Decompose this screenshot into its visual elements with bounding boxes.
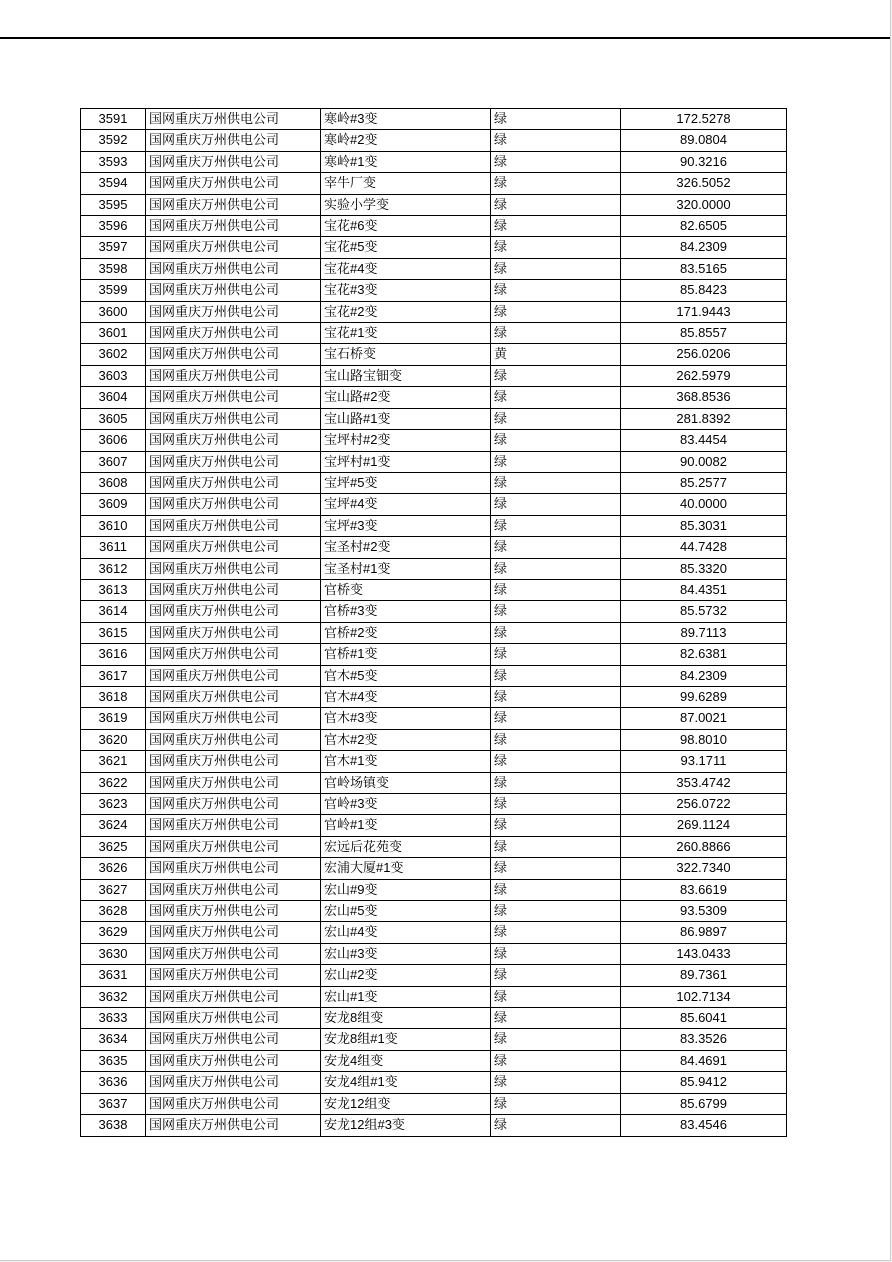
status-cell[interactable]: 绿 bbox=[491, 1008, 621, 1029]
company-cell[interactable]: 国网重庆万州供电公司 bbox=[146, 280, 321, 301]
table-row bbox=[81, 130, 787, 151]
row-id-cell[interactable]: 3629 bbox=[81, 922, 146, 943]
table-row bbox=[81, 173, 787, 194]
row-id-cell[interactable]: 3598 bbox=[81, 258, 146, 279]
company-cell[interactable]: 国网重庆万州供电公司 bbox=[146, 173, 321, 194]
table-row bbox=[81, 194, 787, 215]
row-id-cell[interactable]: 3593 bbox=[81, 151, 146, 172]
table-row bbox=[81, 708, 787, 729]
value-cell[interactable]: 89.7361 bbox=[621, 965, 787, 986]
company-cell[interactable]: 国网重庆万州供电公司 bbox=[146, 751, 321, 772]
station-cell[interactable]: 安龙8组#1变 bbox=[321, 1029, 491, 1050]
value-cell[interactable]: 44.7428 bbox=[621, 537, 787, 558]
station-cell[interactable]: 宝花#6变 bbox=[321, 216, 491, 237]
status-cell[interactable]: 绿 bbox=[491, 173, 621, 194]
status-cell[interactable]: 绿 bbox=[491, 365, 621, 386]
table-row bbox=[81, 815, 787, 836]
value-cell[interactable]: 82.6381 bbox=[621, 644, 787, 665]
value-cell[interactable]: 171.9443 bbox=[621, 301, 787, 322]
table-row bbox=[81, 772, 787, 793]
station-cell[interactable]: 寒岭#1变 bbox=[321, 151, 491, 172]
row-id-cell[interactable]: 3635 bbox=[81, 1050, 146, 1071]
table-row bbox=[81, 451, 787, 472]
value-cell[interactable]: 83.4546 bbox=[621, 1115, 787, 1136]
value-cell[interactable]: 83.4454 bbox=[621, 430, 787, 451]
station-cell[interactable]: 实验小学变 bbox=[321, 194, 491, 215]
status-cell[interactable]: 绿 bbox=[491, 515, 621, 536]
station-cell[interactable]: 官桥#3变 bbox=[321, 601, 491, 622]
table-row bbox=[81, 280, 787, 301]
row-id-cell[interactable]: 3608 bbox=[81, 472, 146, 493]
value-cell[interactable]: 90.3216 bbox=[621, 151, 787, 172]
table-row bbox=[81, 301, 787, 322]
station-cell[interactable]: 宝花#1变 bbox=[321, 323, 491, 344]
value-cell[interactable]: 85.3320 bbox=[621, 558, 787, 579]
row-id-cell[interactable]: 3619 bbox=[81, 708, 146, 729]
value-cell[interactable]: 93.1711 bbox=[621, 751, 787, 772]
value-cell[interactable]: 322.7340 bbox=[621, 858, 787, 879]
station-cell[interactable]: 宝山路#2变 bbox=[321, 387, 491, 408]
company-cell[interactable]: 国网重庆万州供电公司 bbox=[146, 836, 321, 857]
company-cell[interactable]: 国网重庆万州供电公司 bbox=[146, 365, 321, 386]
value-cell[interactable]: 85.3031 bbox=[621, 515, 787, 536]
station-cell[interactable]: 宝圣村#2变 bbox=[321, 537, 491, 558]
company-cell[interactable]: 国网重庆万州供电公司 bbox=[146, 515, 321, 536]
row-id-cell[interactable]: 3606 bbox=[81, 430, 146, 451]
row-id-cell[interactable]: 3594 bbox=[81, 173, 146, 194]
station-cell[interactable]: 宝坪#4变 bbox=[321, 494, 491, 515]
status-cell[interactable]: 绿 bbox=[491, 109, 621, 130]
company-cell[interactable]: 国网重庆万州供电公司 bbox=[146, 665, 321, 686]
table-row bbox=[81, 836, 787, 857]
table-row bbox=[81, 472, 787, 493]
status-cell[interactable]: 绿 bbox=[491, 836, 621, 857]
company-cell[interactable]: 国网重庆万州供电公司 bbox=[146, 1072, 321, 1093]
value-cell[interactable]: 84.2309 bbox=[621, 665, 787, 686]
company-cell[interactable]: 国网重庆万州供电公司 bbox=[146, 258, 321, 279]
value-cell[interactable]: 40.0000 bbox=[621, 494, 787, 515]
table-row bbox=[81, 537, 787, 558]
value-cell[interactable]: 102.7134 bbox=[621, 986, 787, 1007]
value-cell[interactable]: 326.5052 bbox=[621, 173, 787, 194]
company-cell[interactable]: 国网重庆万州供电公司 bbox=[146, 965, 321, 986]
row-id-cell[interactable]: 3596 bbox=[81, 216, 146, 237]
table-row bbox=[81, 858, 787, 879]
value-cell[interactable]: 353.4742 bbox=[621, 772, 787, 793]
company-cell[interactable]: 国网重庆万州供电公司 bbox=[146, 579, 321, 600]
table-row bbox=[81, 922, 787, 943]
status-cell[interactable]: 绿 bbox=[491, 258, 621, 279]
station-cell[interactable]: 宝坪村#2变 bbox=[321, 430, 491, 451]
table-row bbox=[81, 558, 787, 579]
row-id-cell[interactable]: 3637 bbox=[81, 1093, 146, 1114]
status-cell[interactable]: 绿 bbox=[491, 986, 621, 1007]
station-cell[interactable]: 宏山#9变 bbox=[321, 879, 491, 900]
company-cell[interactable]: 国网重庆万州供电公司 bbox=[146, 794, 321, 815]
value-cell[interactable]: 85.5732 bbox=[621, 601, 787, 622]
company-cell[interactable]: 国网重庆万州供电公司 bbox=[146, 644, 321, 665]
company-cell[interactable]: 国网重庆万州供电公司 bbox=[146, 451, 321, 472]
company-cell[interactable]: 国网重庆万州供电公司 bbox=[146, 815, 321, 836]
station-cell[interactable]: 寒岭#3变 bbox=[321, 109, 491, 130]
table-row bbox=[81, 579, 787, 600]
company-cell[interactable]: 国网重庆万州供电公司 bbox=[146, 130, 321, 151]
status-cell[interactable]: 绿 bbox=[491, 237, 621, 258]
row-id-cell[interactable]: 3595 bbox=[81, 194, 146, 215]
company-cell[interactable]: 国网重庆万州供电公司 bbox=[146, 943, 321, 964]
row-id-cell[interactable]: 3615 bbox=[81, 622, 146, 643]
value-cell[interactable]: 85.9412 bbox=[621, 1072, 787, 1093]
status-cell[interactable]: 绿 bbox=[491, 879, 621, 900]
table-row bbox=[81, 387, 787, 408]
table-row bbox=[81, 751, 787, 772]
value-cell[interactable]: 269.1124 bbox=[621, 815, 787, 836]
company-cell[interactable]: 国网重庆万州供电公司 bbox=[146, 151, 321, 172]
station-cell[interactable]: 官桥#1变 bbox=[321, 644, 491, 665]
status-cell[interactable]: 绿 bbox=[491, 665, 621, 686]
table-row bbox=[81, 323, 787, 344]
company-cell[interactable]: 国网重庆万州供电公司 bbox=[146, 109, 321, 130]
status-cell[interactable]: 绿 bbox=[491, 494, 621, 515]
row-id-cell[interactable]: 3617 bbox=[81, 665, 146, 686]
status-cell[interactable]: 绿 bbox=[491, 794, 621, 815]
status-cell[interactable]: 绿 bbox=[491, 815, 621, 836]
station-cell[interactable]: 宏山#5变 bbox=[321, 901, 491, 922]
table-row bbox=[81, 151, 787, 172]
status-cell[interactable]: 绿 bbox=[491, 644, 621, 665]
company-cell[interactable]: 国网重庆万州供电公司 bbox=[146, 216, 321, 237]
table-row bbox=[81, 665, 787, 686]
company-cell[interactable]: 国网重庆万州供电公司 bbox=[146, 323, 321, 344]
row-id-cell[interactable]: 3604 bbox=[81, 387, 146, 408]
row-id-cell[interactable]: 3613 bbox=[81, 579, 146, 600]
value-cell[interactable]: 83.6619 bbox=[621, 879, 787, 900]
table-row bbox=[81, 1072, 787, 1093]
value-cell[interactable]: 85.8423 bbox=[621, 280, 787, 301]
value-cell[interactable]: 90.0082 bbox=[621, 451, 787, 472]
status-cell[interactable]: 绿 bbox=[491, 943, 621, 964]
row-id-cell[interactable]: 3609 bbox=[81, 494, 146, 515]
table-row bbox=[81, 408, 787, 429]
table-row bbox=[81, 986, 787, 1007]
status-cell[interactable]: 黄 bbox=[491, 344, 621, 365]
company-cell[interactable]: 国网重庆万州供电公司 bbox=[146, 601, 321, 622]
station-cell[interactable]: 宝石桥变 bbox=[321, 344, 491, 365]
row-id-cell[interactable]: 3625 bbox=[81, 836, 146, 857]
status-cell[interactable]: 绿 bbox=[491, 622, 621, 643]
station-cell[interactable]: 宏浦大厦#1变 bbox=[321, 858, 491, 879]
row-id-cell[interactable]: 3612 bbox=[81, 558, 146, 579]
company-cell[interactable]: 国网重庆万州供电公司 bbox=[146, 194, 321, 215]
station-cell[interactable]: 宝花#3变 bbox=[321, 280, 491, 301]
status-cell[interactable]: 绿 bbox=[491, 1093, 621, 1114]
value-cell[interactable]: 260.8866 bbox=[621, 836, 787, 857]
value-cell[interactable]: 84.4351 bbox=[621, 579, 787, 600]
status-cell[interactable]: 绿 bbox=[491, 751, 621, 772]
status-cell[interactable]: 绿 bbox=[491, 1029, 621, 1050]
row-id-cell[interactable]: 3620 bbox=[81, 729, 146, 750]
value-cell[interactable]: 83.5165 bbox=[621, 258, 787, 279]
value-cell[interactable]: 85.6041 bbox=[621, 1008, 787, 1029]
company-cell[interactable]: 国网重庆万州供电公司 bbox=[146, 387, 321, 408]
status-cell[interactable]: 绿 bbox=[491, 430, 621, 451]
company-cell[interactable]: 国网重庆万州供电公司 bbox=[146, 1050, 321, 1071]
status-cell[interactable]: 绿 bbox=[491, 1072, 621, 1093]
station-cell[interactable]: 宏山#2变 bbox=[321, 965, 491, 986]
value-cell[interactable]: 320.0000 bbox=[621, 194, 787, 215]
station-cell[interactable]: 官岭#1变 bbox=[321, 815, 491, 836]
data-table bbox=[80, 108, 787, 1137]
company-cell[interactable]: 国网重庆万州供电公司 bbox=[146, 1029, 321, 1050]
value-cell[interactable]: 87.0021 bbox=[621, 708, 787, 729]
row-id-cell[interactable]: 3627 bbox=[81, 879, 146, 900]
station-cell[interactable]: 寒岭#2变 bbox=[321, 130, 491, 151]
company-cell[interactable]: 国网重庆万州供电公司 bbox=[146, 237, 321, 258]
station-cell[interactable]: 宏山#4变 bbox=[321, 922, 491, 943]
table-container bbox=[80, 108, 787, 1137]
company-cell[interactable]: 国网重庆万州供电公司 bbox=[146, 301, 321, 322]
station-cell[interactable]: 官木#4变 bbox=[321, 686, 491, 707]
station-cell[interactable]: 宝坪#5变 bbox=[321, 472, 491, 493]
company-cell[interactable]: 国网重庆万州供电公司 bbox=[146, 686, 321, 707]
station-cell[interactable]: 安龙4组变 bbox=[321, 1050, 491, 1071]
row-id-cell[interactable]: 3638 bbox=[81, 1115, 146, 1136]
station-cell[interactable]: 官桥#2变 bbox=[321, 622, 491, 643]
row-id-cell[interactable]: 3616 bbox=[81, 644, 146, 665]
status-cell[interactable]: 绿 bbox=[491, 901, 621, 922]
row-id-cell[interactable]: 3592 bbox=[81, 130, 146, 151]
table-row bbox=[81, 943, 787, 964]
row-id-cell[interactable]: 3624 bbox=[81, 815, 146, 836]
table-row bbox=[81, 965, 787, 986]
value-cell[interactable]: 85.8557 bbox=[621, 323, 787, 344]
station-cell[interactable]: 宏远后花苑变 bbox=[321, 836, 491, 857]
status-cell[interactable]: 绿 bbox=[491, 1050, 621, 1071]
status-cell[interactable]: 绿 bbox=[491, 558, 621, 579]
value-cell[interactable]: 368.8536 bbox=[621, 387, 787, 408]
row-id-cell[interactable]: 3618 bbox=[81, 686, 146, 707]
value-cell[interactable]: 89.7113 bbox=[621, 622, 787, 643]
table-row bbox=[81, 109, 787, 130]
status-cell[interactable]: 绿 bbox=[491, 858, 621, 879]
value-cell[interactable]: 93.5309 bbox=[621, 901, 787, 922]
status-cell[interactable]: 绿 bbox=[491, 387, 621, 408]
table-row bbox=[81, 1008, 787, 1029]
status-cell[interactable]: 绿 bbox=[491, 1115, 621, 1136]
company-cell[interactable]: 国网重庆万州供电公司 bbox=[146, 472, 321, 493]
status-cell[interactable]: 绿 bbox=[491, 772, 621, 793]
row-id-cell[interactable]: 3610 bbox=[81, 515, 146, 536]
station-cell[interactable]: 宝坪#3变 bbox=[321, 515, 491, 536]
company-cell[interactable]: 国网重庆万州供电公司 bbox=[146, 622, 321, 643]
row-id-cell[interactable]: 3623 bbox=[81, 794, 146, 815]
table-row bbox=[81, 601, 787, 622]
value-cell[interactable]: 84.4691 bbox=[621, 1050, 787, 1071]
station-cell[interactable]: 宝坪村#1变 bbox=[321, 451, 491, 472]
status-cell[interactable]: 绿 bbox=[491, 408, 621, 429]
station-cell[interactable]: 安龙4组#1变 bbox=[321, 1072, 491, 1093]
status-cell[interactable]: 绿 bbox=[491, 194, 621, 215]
company-cell[interactable]: 国网重庆万州供电公司 bbox=[146, 708, 321, 729]
row-id-cell[interactable]: 3633 bbox=[81, 1008, 146, 1029]
station-cell[interactable]: 官桥变 bbox=[321, 579, 491, 600]
row-id-cell[interactable]: 3634 bbox=[81, 1029, 146, 1050]
row-id-cell[interactable]: 3626 bbox=[81, 858, 146, 879]
row-id-cell[interactable]: 3622 bbox=[81, 772, 146, 793]
table-row bbox=[81, 686, 787, 707]
value-cell[interactable]: 281.8392 bbox=[621, 408, 787, 429]
value-cell[interactable]: 83.3526 bbox=[621, 1029, 787, 1050]
table-row bbox=[81, 344, 787, 365]
company-cell[interactable]: 国网重庆万州供电公司 bbox=[146, 558, 321, 579]
table-row bbox=[81, 1115, 787, 1136]
status-cell[interactable]: 绿 bbox=[491, 537, 621, 558]
value-cell[interactable]: 256.0206 bbox=[621, 344, 787, 365]
station-cell[interactable]: 官木#1变 bbox=[321, 751, 491, 772]
company-cell[interactable]: 国网重庆万州供电公司 bbox=[146, 408, 321, 429]
status-cell[interactable]: 绿 bbox=[491, 579, 621, 600]
value-cell[interactable]: 85.6799 bbox=[621, 1093, 787, 1114]
value-cell[interactable]: 89.0804 bbox=[621, 130, 787, 151]
status-cell[interactable]: 绿 bbox=[491, 130, 621, 151]
table-row bbox=[81, 258, 787, 279]
table-row bbox=[81, 1093, 787, 1114]
row-id-cell[interactable]: 3628 bbox=[81, 901, 146, 922]
row-id-cell[interactable]: 3601 bbox=[81, 323, 146, 344]
value-cell[interactable]: 172.5278 bbox=[621, 109, 787, 130]
company-cell[interactable]: 国网重庆万州供电公司 bbox=[146, 922, 321, 943]
company-cell[interactable]: 国网重庆万州供电公司 bbox=[146, 537, 321, 558]
station-cell[interactable]: 宝花#4变 bbox=[321, 258, 491, 279]
status-cell[interactable]: 绿 bbox=[491, 729, 621, 750]
status-cell[interactable]: 绿 bbox=[491, 216, 621, 237]
row-id-cell[interactable]: 3621 bbox=[81, 751, 146, 772]
station-cell[interactable]: 安龙8组变 bbox=[321, 1008, 491, 1029]
company-cell[interactable]: 国网重庆万州供电公司 bbox=[146, 901, 321, 922]
status-cell[interactable]: 绿 bbox=[491, 151, 621, 172]
status-cell[interactable]: 绿 bbox=[491, 965, 621, 986]
station-cell[interactable]: 宰牛厂变 bbox=[321, 173, 491, 194]
company-cell[interactable]: 国网重庆万州供电公司 bbox=[146, 772, 321, 793]
row-id-cell[interactable]: 3607 bbox=[81, 451, 146, 472]
station-cell[interactable]: 宝山路宝钿变 bbox=[321, 365, 491, 386]
value-cell[interactable]: 86.9897 bbox=[621, 922, 787, 943]
row-id-cell[interactable]: 3630 bbox=[81, 943, 146, 964]
status-cell[interactable]: 绿 bbox=[491, 472, 621, 493]
station-cell[interactable]: 宝山路#1变 bbox=[321, 408, 491, 429]
value-cell[interactable]: 85.2577 bbox=[621, 472, 787, 493]
status-cell[interactable]: 绿 bbox=[491, 451, 621, 472]
row-id-cell[interactable]: 3599 bbox=[81, 280, 146, 301]
table-body bbox=[81, 109, 787, 1137]
row-id-cell[interactable]: 3603 bbox=[81, 365, 146, 386]
station-cell[interactable]: 安龙12组#3变 bbox=[321, 1115, 491, 1136]
station-cell[interactable]: 官岭场镇变 bbox=[321, 772, 491, 793]
station-cell[interactable]: 宏山#3变 bbox=[321, 943, 491, 964]
station-cell[interactable]: 宝花#5变 bbox=[321, 237, 491, 258]
status-cell[interactable]: 绿 bbox=[491, 708, 621, 729]
station-cell[interactable]: 官岭#3变 bbox=[321, 794, 491, 815]
table-row bbox=[81, 365, 787, 386]
company-cell[interactable]: 国网重庆万州供电公司 bbox=[146, 1115, 321, 1136]
table-row bbox=[81, 515, 787, 536]
value-cell[interactable]: 262.5979 bbox=[621, 365, 787, 386]
row-id-cell[interactable]: 3614 bbox=[81, 601, 146, 622]
table-row bbox=[81, 901, 787, 922]
row-id-cell[interactable]: 3602 bbox=[81, 344, 146, 365]
status-cell[interactable]: 绿 bbox=[491, 686, 621, 707]
company-cell[interactable]: 国网重庆万州供电公司 bbox=[146, 858, 321, 879]
table-row bbox=[81, 794, 787, 815]
table-row bbox=[81, 622, 787, 643]
station-cell[interactable]: 官木#3变 bbox=[321, 708, 491, 729]
row-id-cell[interactable]: 3636 bbox=[81, 1072, 146, 1093]
value-cell[interactable]: 98.8010 bbox=[621, 729, 787, 750]
table-row bbox=[81, 1029, 787, 1050]
status-cell[interactable]: 绿 bbox=[491, 301, 621, 322]
station-cell[interactable]: 宝花#2变 bbox=[321, 301, 491, 322]
station-cell[interactable]: 官木#5变 bbox=[321, 665, 491, 686]
table-row bbox=[81, 494, 787, 515]
status-cell[interactable]: 绿 bbox=[491, 922, 621, 943]
station-cell[interactable]: 宏山#1变 bbox=[321, 986, 491, 1007]
row-id-cell[interactable]: 3611 bbox=[81, 537, 146, 558]
company-cell[interactable]: 国网重庆万州供电公司 bbox=[146, 1093, 321, 1114]
table-row bbox=[81, 237, 787, 258]
station-cell[interactable]: 安龙12组变 bbox=[321, 1093, 491, 1114]
table-row bbox=[81, 644, 787, 665]
row-id-cell[interactable]: 3591 bbox=[81, 109, 146, 130]
company-cell[interactable]: 国网重庆万州供电公司 bbox=[146, 494, 321, 515]
table-row bbox=[81, 430, 787, 451]
row-id-cell[interactable]: 3597 bbox=[81, 237, 146, 258]
page-top-rule bbox=[0, 37, 891, 39]
value-cell[interactable]: 99.6289 bbox=[621, 686, 787, 707]
row-id-cell[interactable]: 3605 bbox=[81, 408, 146, 429]
company-cell[interactable]: 国网重庆万州供电公司 bbox=[146, 430, 321, 451]
company-cell[interactable]: 国网重庆万州供电公司 bbox=[146, 1008, 321, 1029]
station-cell[interactable]: 官木#2变 bbox=[321, 729, 491, 750]
value-cell[interactable]: 256.0722 bbox=[621, 794, 787, 815]
table-row bbox=[81, 216, 787, 237]
row-id-cell[interactable]: 3632 bbox=[81, 986, 146, 1007]
row-id-cell[interactable]: 3600 bbox=[81, 301, 146, 322]
company-cell[interactable]: 国网重庆万州供电公司 bbox=[146, 986, 321, 1007]
value-cell[interactable]: 82.6505 bbox=[621, 216, 787, 237]
status-cell[interactable]: 绿 bbox=[491, 323, 621, 344]
status-cell[interactable]: 绿 bbox=[491, 280, 621, 301]
company-cell[interactable]: 国网重庆万州供电公司 bbox=[146, 344, 321, 365]
table-row bbox=[81, 879, 787, 900]
table-row bbox=[81, 729, 787, 750]
company-cell[interactable]: 国网重庆万州供电公司 bbox=[146, 729, 321, 750]
row-id-cell[interactable]: 3631 bbox=[81, 965, 146, 986]
station-cell[interactable]: 宝圣村#1变 bbox=[321, 558, 491, 579]
value-cell[interactable]: 84.2309 bbox=[621, 237, 787, 258]
table-row bbox=[81, 1050, 787, 1071]
status-cell[interactable]: 绿 bbox=[491, 601, 621, 622]
value-cell[interactable]: 143.0433 bbox=[621, 943, 787, 964]
company-cell[interactable]: 国网重庆万州供电公司 bbox=[146, 879, 321, 900]
